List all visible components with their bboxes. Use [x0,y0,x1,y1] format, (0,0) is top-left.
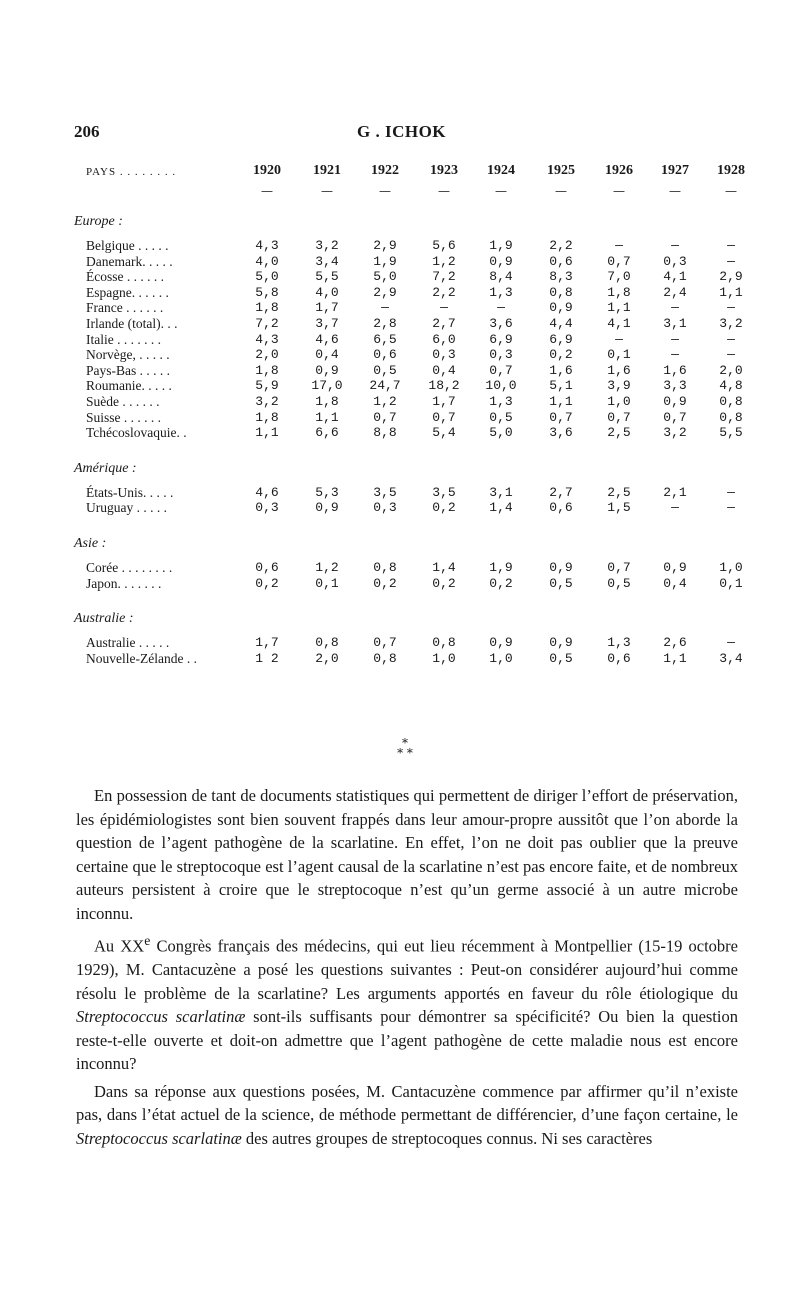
table-cell: 1 2 [255,650,279,666]
page-number: 206 [74,122,100,141]
table-cell: 2,2 [549,238,573,253]
table-cell: 0,6 [549,253,573,269]
table-cell: — [727,347,735,363]
scarlatina-statistics-table [74,162,764,666]
table-cell: 3,2 [719,315,743,331]
table-cell: 4,1 [663,269,687,285]
table-cell: 2,9 [719,269,743,285]
table-cell: 2,9 [373,238,397,253]
group-spacer [74,441,764,459]
table-cell: 4,8 [719,378,743,394]
table-body [74,198,764,666]
table-cell: 0,4 [432,362,456,378]
table-cell: 4,0 [315,284,339,300]
table-cell: 8,3 [549,269,573,285]
table-cell: 3,5 [373,484,397,500]
table-cell: 6,0 [432,331,456,347]
table-cell: 4,6 [255,484,279,500]
table-cell: 4,6 [315,331,339,347]
section-ornament [390,738,420,758]
group-spacer [74,591,764,609]
running-head [74,122,754,146]
table-cell: 5,0 [489,425,513,441]
table-row [74,394,764,410]
table-cell: — [671,238,679,253]
country-name: Japon. . . . . . . [86,575,162,591]
table-cell: 1,4 [489,500,513,516]
table-cell: 0,5 [489,409,513,425]
table-cell: 0,5 [607,575,631,591]
table-cell: 0,9 [549,559,573,575]
table-row [74,300,764,316]
country-name: Écosse . . . . . . [86,269,164,285]
table-cell: 5,6 [432,238,456,253]
table-cell: 3,7 [315,315,339,331]
table-cell: — [671,300,679,316]
table-row [74,378,764,394]
table-cell: 3,3 [663,378,687,394]
table-cell: 1,1 [607,300,631,316]
table-cell: 5,0 [255,269,279,285]
table-cell: 2,5 [607,425,631,441]
year-header-1925: 1925 [547,163,575,178]
table-cell: 1,1 [549,393,573,409]
table-cell: 0,3 [432,347,456,363]
table-cell: 1,0 [432,650,456,666]
table-cell: 1,1 [315,409,339,425]
table-cell: 0,2 [432,500,456,516]
country-name: États-Unis. . . . . [86,484,174,500]
table-cell: 0,1 [315,575,339,591]
table-cell: 0,2 [255,575,279,591]
header-dash: — [321,184,333,198]
group-spacer [74,198,764,212]
country-name: Suisse . . . . . . [86,409,162,425]
paragraph-3 [76,1080,738,1151]
table-cell: 0,7 [663,409,687,425]
header-dash: — [438,184,450,198]
table-cell: 2,9 [373,284,397,300]
table-row [74,332,764,348]
table-cell: 0,4 [663,575,687,591]
table-row [74,410,764,426]
table-cell: — [727,238,735,253]
table-cell: 2,6 [663,635,687,651]
table-cell: 0,8 [373,650,397,666]
table-cell: 0,5 [549,575,573,591]
table-cell: 0,5 [549,650,573,666]
table-cell: 0,6 [607,650,631,666]
table-row [74,576,764,592]
author-header: G . ICHOK [357,122,447,141]
header-dash: — [669,184,681,198]
year-header-1928: 1928 [717,163,745,178]
table-cell: 2,0 [315,650,339,666]
region-label-text: Australie : [74,611,134,627]
table-cell: 0,9 [549,635,573,651]
table-cell: 2,7 [432,315,456,331]
region-label [74,534,764,556]
table-cell: 6,5 [373,331,397,347]
table-cell: 5,9 [255,378,279,394]
table-cell: 18,2 [428,378,460,394]
table-cell: 1,8 [255,362,279,378]
table-cell: 1,1 [255,425,279,441]
region-label [74,609,764,631]
table-cell: 0,8 [719,409,743,425]
table-cell: 2,8 [373,315,397,331]
header-dash: — [613,184,625,198]
table-cell: 2,4 [663,284,687,300]
table-cell: 2,2 [432,284,456,300]
region-label-text: Amérique : [74,460,137,476]
table-cell: 2,7 [549,484,573,500]
table-cell: 24,7 [369,378,401,394]
table-row [74,316,764,332]
table-cell: 0,8 [719,393,743,409]
table-cell: 0,4 [315,347,339,363]
year-header-1922: 1922 [371,163,399,178]
table-cell: 1,6 [663,362,687,378]
table-cell: 8,4 [489,269,513,285]
table-cell: — [727,635,735,651]
country-name: Belgique . . . . . [86,238,169,253]
table-cell: 3,2 [315,238,339,253]
year-header-1927: 1927 [661,163,689,178]
table-cell: 4,3 [255,238,279,253]
table-cell: — [440,300,448,316]
table-cell: 0,9 [315,500,339,516]
table-cell: 0,7 [549,409,573,425]
table-cell: — [497,300,505,316]
table-cell: 1,8 [607,284,631,300]
table-cell: 0,8 [315,635,339,651]
table-cell: 1,0 [719,559,743,575]
paragraph-2-text-a: Au XX [94,936,145,956]
table-cell: 1,9 [373,253,397,269]
table-cell: 3,2 [255,393,279,409]
table-cell: 5,0 [373,269,397,285]
table-cell: 0,6 [255,559,279,575]
region-label-text: Europe : [74,214,123,229]
table-cell: 10,0 [485,378,517,394]
table-cell: 3,6 [489,315,513,331]
paragraph-2-superscript: e [144,933,151,948]
table-cell: 5,3 [315,484,339,500]
country-name: Corée . . . . . . . . [86,559,173,575]
region-label [74,459,764,481]
table-cell: 7,2 [432,269,456,285]
country-name: Norvège, . . . . . [86,347,170,363]
country-name: France . . . . . . [86,300,164,316]
table-cell: 1,2 [373,393,397,409]
table-cell: 4,4 [549,315,573,331]
table-row [74,560,764,576]
table-cell: 8,8 [373,425,397,441]
country-name: Australie . . . . . [86,635,170,651]
table-cell: 0,9 [549,300,573,316]
table-cell: 4,0 [255,253,279,269]
paragraph-2-text-c: sont-ils suffisants pour démontrer sa spécificité? Ou bien la question reste-t-elle ouverte et doit-on admettre que l’agent pathogène de cette maladie nous est encore inconnu? [76,1007,738,1073]
table-cell: 0,6 [373,347,397,363]
country-name: Italie . . . . . . . [86,331,161,347]
table-cell: 5,5 [719,425,743,441]
table-cell: 5,4 [432,425,456,441]
table-cell: 5,1 [549,378,573,394]
table-cell: 0,1 [719,575,743,591]
table-cell: — [671,500,679,516]
table-cell: 5,5 [315,269,339,285]
table-cell: 1,5 [607,500,631,516]
table-cell: — [671,347,679,363]
table-cell: 2,1 [663,484,687,500]
table-cell: 3,5 [432,484,456,500]
region-label-text: Asie : [74,535,107,551]
table-cell: 3,2 [663,425,687,441]
table-cell: 1,8 [255,300,279,316]
paragraph-2-text-b: Congrès français des médecins, qui eut lieu récemment à Montpellier (15-19 octobre 1929), M. Cantacuzène a posé les questions suivantes : Peut-on considérer aujourd’hui comme résolu le problème de la scarlatine? Les arguments apportés en faveur du rôle étiologique du [76,936,739,1003]
table-cell: 0,9 [489,635,513,651]
table-cell: 0,7 [607,253,631,269]
header-dash: — [261,184,273,198]
table-cell: 0,7 [373,409,397,425]
paragraph-3-text-a: Dans sa réponse aux questions posées, M. Cantacuzène commence par affirmer qu’il n’existe pas, dans l’état actuel de la science, de méthode permettant de différencier, d’une façon certaine, le [76,1081,738,1124]
table-cell: 7,2 [255,315,279,331]
table-cell: 0,8 [549,284,573,300]
table-cell: 3,4 [315,253,339,269]
table-cell: 2,5 [607,484,631,500]
year-header-1924: 1924 [487,163,515,178]
country-name: Espagne. . . . . . [86,284,169,300]
table-cell: 1,2 [432,253,456,269]
table-cell: 0,6 [549,500,573,516]
table-cell: 1,6 [549,362,573,378]
table-cell: 0,3 [373,500,397,516]
table-cell: 0,9 [315,362,339,378]
table-row [74,254,764,270]
column-header-pays: PAYS . . . . . . . . [86,166,177,178]
country-name: Danemark. . . . . [86,253,173,269]
table-cell: 1,3 [489,284,513,300]
table-cell: — [615,238,623,253]
table-cell: 3,4 [719,650,743,666]
table-cell: 1,6 [607,362,631,378]
table-cell: 0,3 [255,500,279,516]
table-cell: — [727,253,735,269]
table-cell: 1,8 [255,409,279,425]
country-name: Suède . . . . . . [86,393,160,409]
table-cell: 0,2 [373,575,397,591]
group-spacer [74,516,764,534]
table-cell: 1,0 [607,393,631,409]
table-cell: 0,2 [489,575,513,591]
table-cell: — [671,331,679,347]
table-cell: 6,9 [489,331,513,347]
table-cell: 1,9 [489,559,513,575]
table-cell: 6,9 [549,331,573,347]
paragraph-1 [76,784,738,925]
table-header-row [74,162,764,184]
table-cell: 1,1 [719,284,743,300]
country-name: Tchécoslovaquie. . [86,425,187,441]
table-cell: 0,3 [663,253,687,269]
table-row [74,485,764,501]
ornament-star-top: * [402,736,408,750]
table-cell: 3,1 [663,315,687,331]
body-text [76,784,738,1154]
table-cell: 0,9 [663,393,687,409]
table-cell: 3,9 [607,378,631,394]
region-label [74,212,764,234]
table-cell: 0,7 [432,409,456,425]
table-cell: 0,7 [607,559,631,575]
table-cell: 17,0 [311,378,343,394]
paragraph-3-text-b: des autres groupes de streptocoques connus. Ni ses caractères [241,1128,653,1148]
table-cell: 5,8 [255,284,279,300]
ornament-stars-bottom: * * [397,746,413,760]
table-cell: 4,3 [255,331,279,347]
paragraph-1-text: En possession de tant de documents statistiques qui permettent de diriger l’effort de préservation, les épidémiologistes sont bien souvent frappés dans leur amour-propre aussitôt que l’on aborde la question de l’agent pathogène de la scarlatine. En effet, l’on ne doit pas oublier que la preuve certaine que le streptocoque est l’agent causal de la scarlatine n’est pas encore faite, et de nombreux auteurs persistent à croire que le streptocoque n’est qu’un germe associé à un autre microbe inconnu. [76,786,738,923]
table-cell: 0,2 [432,575,456,591]
country-name: Irlande (total). . . [86,315,178,331]
table-row [74,651,764,667]
table-cell: 6,6 [315,425,339,441]
table-row [74,347,764,363]
table-cell: 2,0 [255,347,279,363]
country-name: Uruguay . . . . . [86,500,167,516]
table-cell: — [381,300,389,316]
table-cell: 1,7 [255,635,279,651]
year-header-1923: 1923 [430,163,458,178]
header-rule-row [74,184,764,198]
header-dash: — [725,184,737,198]
table-cell: 0,9 [489,253,513,269]
table-cell: 1,7 [315,300,339,316]
table-cell: 0,5 [373,362,397,378]
table-cell: 0,1 [607,347,631,363]
table-cell: — [727,331,735,347]
table-cell: 0,9 [663,559,687,575]
table-cell: 1,0 [489,650,513,666]
table-cell: 1,3 [607,635,631,651]
table-cell: 1,4 [432,559,456,575]
table-row [74,500,764,516]
year-header-1920: 1920 [253,163,281,178]
table-cell: 0,3 [489,347,513,363]
table-row [74,238,764,254]
table-cell: — [727,300,735,316]
table-row [74,269,764,285]
country-name: Roumanie. . . . . [86,378,172,394]
table-cell: 0,7 [489,362,513,378]
table-cell: 1,7 [432,393,456,409]
table-cell: 3,1 [489,484,513,500]
table-row [74,635,764,651]
table-cell: — [727,500,735,516]
table-cell: 7,0 [607,269,631,285]
table-cell: 1,8 [315,393,339,409]
table-cell: 0,7 [607,409,631,425]
year-header-1921: 1921 [313,163,341,178]
header-dash: — [555,184,567,198]
table-cell: 1,3 [489,393,513,409]
table-cell: 2,0 [719,362,743,378]
header-dash: — [379,184,391,198]
table-row [74,363,764,379]
table-row [74,425,764,441]
table-cell: 0,8 [373,559,397,575]
table-cell: 1,1 [663,650,687,666]
country-name: Nouvelle-Zélande . . [86,650,197,666]
table-cell: 1,9 [489,238,513,253]
table-cell: 3,6 [549,425,573,441]
table-cell: 1,2 [315,559,339,575]
table-row [74,285,764,301]
paragraph-2 [76,929,738,1076]
table-cell: 0,7 [373,635,397,651]
paragraph-3-species-name: Streptococcus scarlatinæ [76,1128,242,1148]
table-cell: 0,2 [549,347,573,363]
table-cell: 4,1 [607,315,631,331]
country-name: Pays-Bas . . . . . [86,362,170,378]
table-cell: — [615,331,623,347]
paragraph-2-species-name: Streptococcus scarlatinæ [76,1007,246,1026]
table-cell: — [727,484,735,500]
year-header-1926: 1926 [605,163,633,178]
header-dash: — [495,184,507,198]
table-cell: 0,8 [432,635,456,651]
